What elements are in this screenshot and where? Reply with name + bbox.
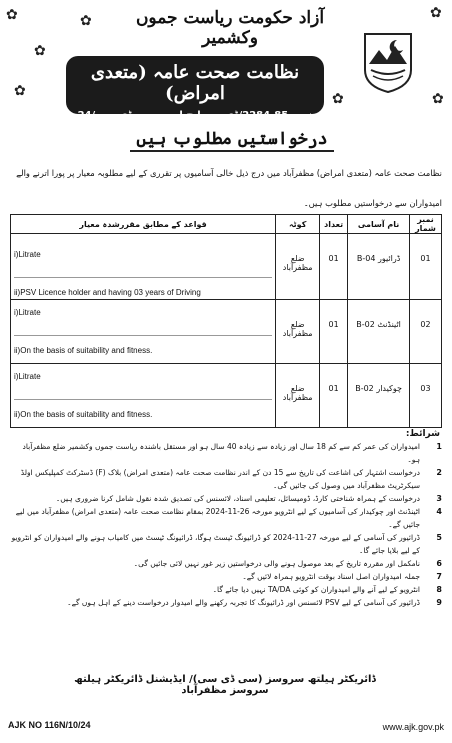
sr-cell: 03 bbox=[410, 364, 442, 428]
condition-number: 6 bbox=[436, 559, 442, 568]
maple-leaf-icon: ✿ bbox=[14, 83, 26, 99]
condition-number: 4 bbox=[436, 507, 442, 516]
headline: درخواستیں مطلوب ہیں bbox=[136, 129, 328, 149]
condition-number: 7 bbox=[436, 572, 442, 581]
maple-leaf-icon: ✿ bbox=[332, 91, 344, 107]
maple-leaf-icon: ✿ bbox=[6, 7, 18, 23]
header-sr: نمبر شمار bbox=[410, 215, 442, 234]
intro-text-2: امیدواران سے درخواستیں مطلوب ہیں۔ bbox=[303, 198, 442, 208]
reference-number: نمبر 85-2284/ڈی جی ایچ ایس۔سی ڈی سی/24 bbox=[77, 110, 313, 121]
conditions-title: شرائط: bbox=[405, 429, 440, 439]
condition-text: جملہ امیدواران اصل اسناد بوقت انٹرویو ہمراہ لائیں گے۔ bbox=[242, 572, 420, 581]
condition-number: 5 bbox=[436, 533, 442, 542]
condition-text: نامکمل اور مقررہ تاریخ کے بعد موصول ہونے والی درخواستیں زیر غور نہیں لائی جائیں گی۔ bbox=[133, 559, 420, 568]
criteria-cell bbox=[11, 300, 276, 364]
criteria-line: i)Litrate bbox=[14, 308, 41, 317]
condition-number: 2 bbox=[436, 468, 442, 477]
list-item bbox=[10, 531, 442, 557]
criteria-line: ii)PSV Licence holder and having 03 years of Driving bbox=[14, 288, 201, 297]
condition-number: 3 bbox=[436, 494, 442, 503]
vacancies-table bbox=[10, 214, 442, 428]
list-item bbox=[10, 505, 442, 531]
maple-leaf-icon: ✿ bbox=[430, 5, 442, 21]
post-cell: ڈرائیور B-04 bbox=[348, 234, 410, 300]
condition-text: درخواست اشتہار کی اشاعت کی تاریخ سے 15 دن کے اندر نظامت صحت عامہ (متعدی امراض) بلاک (F) ڈسٹرکٹ کمپلیکس اولڈ سیکرٹریٹ مظفرآباد میں وصول کی جائیں گی۔ bbox=[20, 468, 420, 490]
header-post: نام آسامی bbox=[348, 215, 410, 234]
department-banner bbox=[66, 56, 324, 121]
website-link[interactable]: www.ajk.gov.pk bbox=[382, 722, 444, 732]
quota-cell: ضلع مظفرآباد bbox=[276, 300, 320, 364]
maple-leaf-icon: ✿ bbox=[34, 43, 46, 59]
list-item bbox=[10, 596, 442, 609]
list-item bbox=[10, 557, 442, 570]
criteria-line: i)Litrate bbox=[14, 250, 41, 259]
list-item bbox=[10, 570, 442, 583]
qty-cell: 01 bbox=[320, 234, 348, 300]
post-cell: چوکیدار B-02 bbox=[348, 364, 410, 428]
header-qty: تعداد bbox=[320, 215, 348, 234]
qty-cell: 01 bbox=[320, 364, 348, 428]
table-header-row bbox=[11, 215, 442, 234]
condition-text: انٹرویو کے لیے آنے والے امیدواران کو کوئی TA/DA نہیں دیا جائے گا۔ bbox=[212, 585, 420, 594]
sr-cell: 01 bbox=[410, 234, 442, 300]
list-item bbox=[10, 466, 442, 492]
criteria-line: ii)On the basis of suitability and fitness. bbox=[14, 346, 153, 355]
quota-cell: ضلع مظفرآباد bbox=[276, 364, 320, 428]
criteria-divider bbox=[14, 277, 272, 278]
condition-text: درخواست کے ہمراہ شناختی کارڈ، ڈومیسائل، تعلیمی اسناد، لائسنس کی تصدیق شدہ نقول شامل کرنا ضروری ہیں۔ bbox=[55, 494, 420, 503]
intro-text: نظامت صحت عامہ (متعدی امراض) مظفرآباد میں درج ذیل خالی آسامیوں پر تقرری کے لیے مطلوبہ معیار پر پورا اترنے والے bbox=[16, 168, 442, 178]
ajk-emblem-icon bbox=[357, 30, 419, 94]
post-cell: اٹینڈنٹ B-02 bbox=[348, 300, 410, 364]
ajk-number: AJK NO 116N/10/24 bbox=[8, 720, 91, 730]
condition-text: ڈرائیور کی آسامی کے لیے مورخہ 27-11-2024 کو ڈرائیونگ ٹیسٹ ہوگا، ڈرائیونگ ٹیسٹ میں کامیاب ہونے والے امیدواران کو انٹرویو کے لیے بلایا جائے گا۔ bbox=[11, 533, 420, 555]
table-row bbox=[11, 300, 442, 364]
condition-number: 9 bbox=[436, 598, 442, 607]
criteria-line: ii)On the basis of suitability and fitness. bbox=[14, 410, 153, 419]
criteria-line: i)Litrate bbox=[14, 372, 41, 381]
table-row bbox=[11, 234, 442, 300]
criteria-divider bbox=[14, 335, 272, 336]
list-item bbox=[10, 440, 442, 466]
condition-text: اٹینڈنٹ اور چوکیدار کی آسامیوں کے لیے انٹرویو مورخہ 26-11-2024 بمقام نظامت صحت عامہ (متعدی امراض) مظفرآباد میں لیے جائیں گے۔ bbox=[15, 507, 420, 529]
header-quota: کوٹہ bbox=[276, 215, 320, 234]
advertisement-header bbox=[0, 0, 452, 121]
government-title: آزاد حکومت ریاست جموں وکشمیر bbox=[135, 8, 325, 48]
maple-leaf-icon: ✿ bbox=[80, 13, 92, 29]
quota-cell: ضلع مظفرآباد bbox=[276, 234, 320, 300]
condition-number: 1 bbox=[436, 442, 442, 451]
condition-text: ڈرائیور کی آسامی کے لیے PSV لائسنس اور ڈرائیونگ کا تجربہ رکھنے والے امیدوار درخواست دینے کے اہل ہوں گے۔ bbox=[67, 598, 420, 607]
condition-text: امیدواران کی عمر کم سے کم 18 سال اور زیادہ سے زیادہ 40 سال ہو اور مستقل باشندہ ریاست جموں وکشمیر ضلع مظفرآباد ہو۔ bbox=[22, 442, 420, 464]
list-item bbox=[10, 583, 442, 596]
header-criteria: قواعد کے مطابق مقررشدہ معیار bbox=[11, 215, 276, 234]
qty-cell: 01 bbox=[320, 300, 348, 364]
criteria-cell bbox=[11, 234, 276, 300]
table-row bbox=[11, 364, 442, 428]
signature-block: ڈائریکٹر ہیلتھ سروسز (سی ڈی سی)/ ایڈیشنل ڈائریکٹر ہیلتھ سروسز مظفرآباد bbox=[74, 674, 376, 696]
headline-underline bbox=[130, 150, 334, 152]
conditions-list bbox=[10, 440, 442, 609]
list-item bbox=[10, 492, 442, 505]
condition-number: 8 bbox=[436, 585, 442, 594]
sr-cell: 02 bbox=[410, 300, 442, 364]
criteria-cell bbox=[11, 364, 276, 428]
department-name: نظامت صحت عامہ (متعدی امراض) bbox=[90, 62, 300, 104]
criteria-divider bbox=[14, 399, 272, 400]
maple-leaf-icon: ✿ bbox=[432, 91, 444, 107]
